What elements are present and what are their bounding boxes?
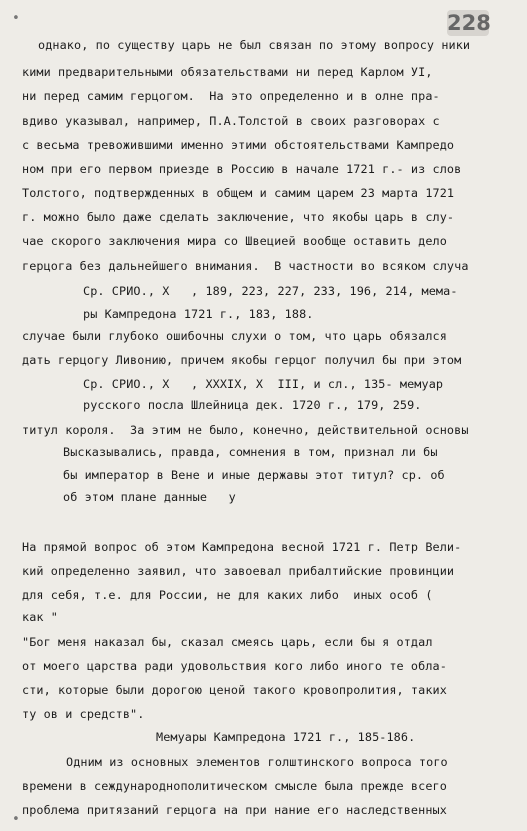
- text-line: кими предварительными обязательствами ни перед Карлом УI,: [22, 65, 433, 79]
- text-line: вдиво указывал, например, П.А.Толстой в своих разговорах с: [22, 114, 440, 128]
- punch-hole-mark: •: [12, 11, 20, 26]
- text-line: с весьма тревожившими именно этими обстоятельствами Кампредо: [22, 138, 455, 152]
- quote-line: "Бог меня наказал бы, сказал смеясь царь, если бы я отдал: [22, 635, 433, 649]
- text-line: времени в сеждународнополитическом смысле была прежде всего: [22, 779, 447, 793]
- text-line: На прямой вопрос об этом Кампредона весной 1721 г. Петр Вели-: [22, 540, 462, 554]
- text-line: герцога без дальнейшего внимания. В частности во всяком случа: [22, 259, 469, 273]
- punch-hole-mark: •: [12, 812, 20, 827]
- text-line: ном при его первом приезде в Россию в начале 1721 г.- из слов: [22, 162, 462, 176]
- text-line: однако, по существу царь не был связан по этому вопросу ники: [38, 38, 471, 52]
- quote-line: от моего царства ради удовольствия кого либо иного те обла-: [22, 659, 447, 673]
- text-line: Толстого, подтвержденных в общем и самим царем 23 марта 1721: [22, 186, 455, 200]
- footnote-line: ры Кампредона 1721 г., 183, 188.: [83, 307, 314, 321]
- text-line: ни перед самим герцогом. На это определенно и в олне пра-: [22, 89, 440, 103]
- text-line: случае были глубоко ошибочны слухи о том, что царь обязался: [22, 329, 447, 343]
- text-line: Одним из основных элементов голштинского вопроса того: [66, 755, 448, 769]
- footnote-line: бы император в Вене и иные державы этот титул? ср. об: [63, 468, 445, 482]
- text-line: кий определенно заявил, что завоевал прибалтийские провинции: [22, 564, 455, 578]
- footnote-line: об этом плане данные у: [63, 490, 236, 504]
- text-line: проблема притязаний герцога на при нание его наследственных: [22, 803, 447, 817]
- footnote-line: Мемуары Кампредона 1721 г., 185-186.: [156, 730, 416, 744]
- footnote-line: Высказывались, правда, сомнения в том, признал ли бы: [63, 445, 438, 459]
- footnote-line: Ср. СРИО., Х , 189, 223, 227, 233, 196, 214, мема-: [83, 284, 458, 298]
- text-line: дать герцогу Ливонию, причем якобы герцог получил бы при этом: [22, 353, 462, 367]
- text-line: г. можно было даже сделать заключение, что якобы царь в слу-: [22, 210, 455, 224]
- text-line: чае скорого заключения мира со Швецией вообще оставить дело: [22, 234, 447, 248]
- text-line: для себя, т.е. для России, не для каких либо иных особ (: [22, 588, 433, 602]
- quote-line: ту ов и средств".: [22, 707, 145, 721]
- footnote-line: Ср. СРИО., Х , XXXIX, Х III, и сл., 135- мемуар: [83, 377, 444, 391]
- text-line: титул короля. За этим не было, конечно, действительной основы: [22, 423, 469, 437]
- footnote-line: русского посла Шлейница дек. 1720 г., 179, 259.: [83, 398, 422, 412]
- quote-line: сти, которые были дорогою ценой такого кровопролития, таких: [22, 683, 447, 697]
- page-number: 228: [447, 11, 491, 35]
- text-line: как ": [22, 610, 59, 624]
